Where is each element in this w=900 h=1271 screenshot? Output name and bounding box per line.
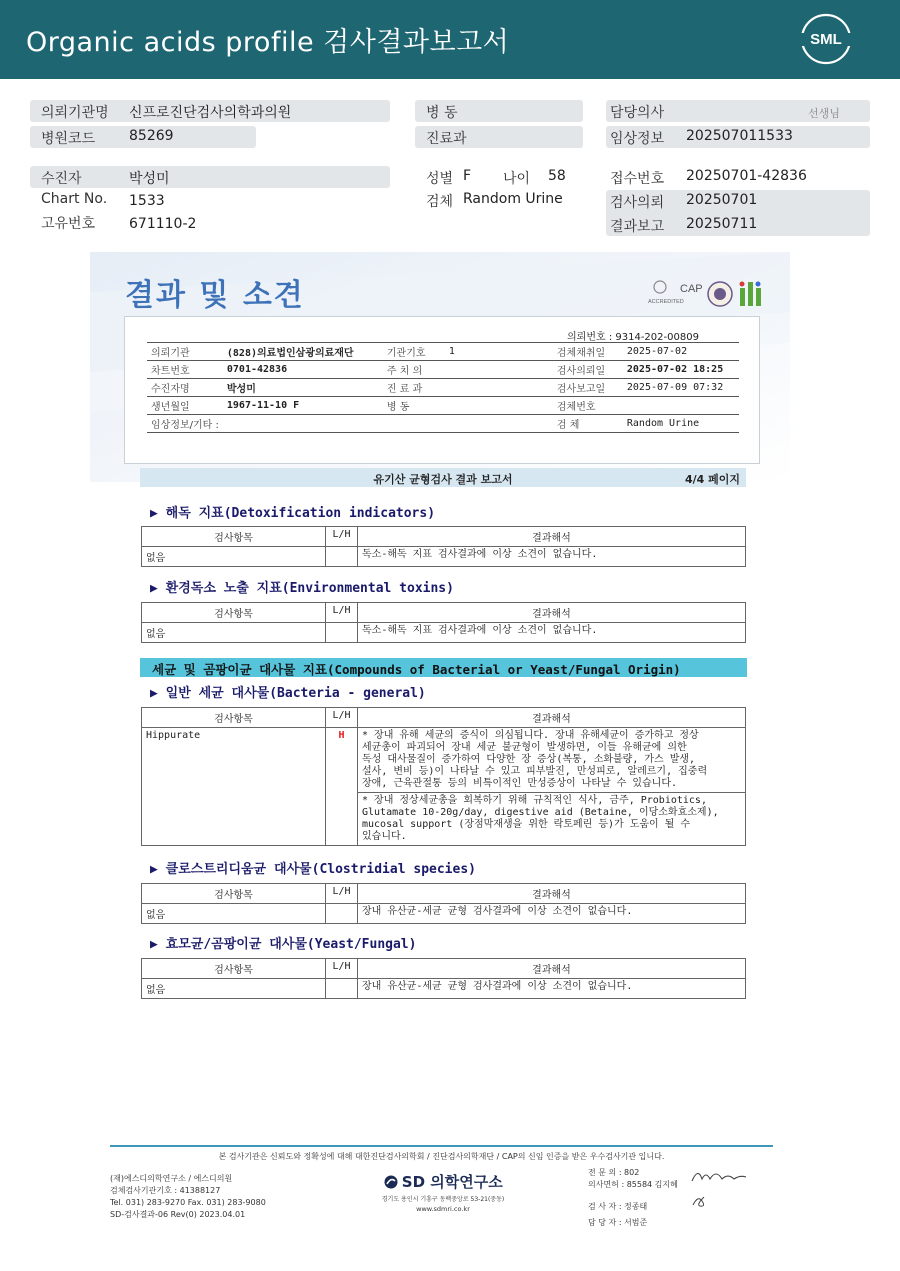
interpretation-line: 장내 유산균-세균 균형 검사결과에 이상 소견이 없습니다. [362,906,633,917]
id-value: 671110-2 [129,216,197,232]
doctor-suffix: 선생님 [808,107,840,120]
header-banner [0,0,900,79]
table-row [142,728,746,793]
patient-card [124,316,760,464]
interpretation-line: 독소-해독 지표 검사결과에 이상 소견이 없습니다. [362,625,598,636]
sd-url: www.sdmri.co.kr [416,1205,470,1213]
interpretation-cell [358,728,746,793]
lh-flag [326,904,358,924]
patient-table-row [147,343,739,361]
patient-field-value: 0701-42836 [223,361,383,379]
sd-address: 경기도 용인시 기흥구 동백중앙로 53-21(중동) [381,1196,505,1203]
column-header: 검사항목 [142,603,326,623]
interpretation-line: 있습니다. [362,831,407,842]
section-heading: ▶ 일반 세균 대사물(Bacteria - general) [150,686,426,701]
patient-field-value [445,379,553,397]
age-value: 58 [548,168,566,184]
interpretation-cell [358,793,746,846]
footer-notice: 본 검사기관은 신뢰도와 정확성에 대해 대한진단검사의학회 / 진단검사의학재단 / CAP의 신임 인증을 받은 우수검사기관 입니다. [218,1152,665,1161]
request-label: 검사의뢰 [610,195,665,211]
patient-field-label: 기관기호 [383,343,445,361]
patient-field-label: 수진자명 [147,379,223,397]
patient-field-label: 임상정보/기타 : [147,415,223,433]
interpretation-line: 독소-해독 지표 검사결과에 이상 소견이 없습니다. [362,549,598,560]
clinical-label: 임상정보 [610,131,665,147]
sex-value: F [463,168,472,184]
column-header: 결과해석 [358,959,746,979]
patient-field-value: 2025-07-02 18:25 [623,361,739,379]
interpretation-line: 세균총이 파괴되어 장내 세균 불균형이 발생하면, 이들 유해균에 의한 [362,742,687,753]
test-item: 없음 [142,623,326,643]
sd-name: SD 의학연구소 [401,1173,503,1191]
table-row [142,904,746,924]
patient-table-row [147,379,739,397]
patient-field-value [445,415,553,433]
interpretation-line: 장애, 근육관절통 등의 비특이적인 만성증상이 나타날 수 있습니다. [362,778,678,789]
age-label: 나이 [503,171,531,187]
patient-field-label: 생년월일 [147,397,223,415]
request-value: 20250701 [686,192,758,208]
patient-field-value [223,415,383,433]
sd-logo-icon [383,1175,399,1189]
interpretation-line: Glutamate 10-20g/day, digestive aid (Betaine, 이당소화효소제), [362,807,719,818]
result-label: 결과보고 [610,219,665,235]
section-heading: ▶ 클로스트리디움균 대사물(Clostridial species) [150,862,476,877]
result-table [141,883,746,924]
page-title: Organic acids profile 검사결과보고서 [26,27,510,58]
footer-right-line: 담 당 자 : 서범준 [588,1218,648,1227]
column-header: L/H [326,603,358,623]
column-header: 결과해석 [358,884,746,904]
requesting-org-value: 신프로진단검사의학과의원 [129,105,292,121]
section-heading: ▶ 환경독소 노출 지표(Environmental toxins) [150,581,454,596]
svg-text:SML: SML [810,31,842,48]
interpretation-cell [358,904,746,924]
dept-label: 진료과 [426,131,467,147]
patient-table [147,342,739,433]
footer-right-line: 전 문 의 : 802 [588,1168,640,1177]
chart-no-value: 1533 [129,193,165,209]
signature-icon [690,1193,710,1209]
patient-field-label: 검 체 [553,415,623,433]
receipt-value: 20250701-42836 [686,168,807,184]
patient-table-row [147,397,739,415]
svg-text:ACCREDITED: ACCREDITED [648,299,684,305]
patient-field-value [445,397,553,415]
interpretation-line: * 장내 유해 세균의 증식이 의심됩니다. 장내 유해세균이 증가하고 정상 [362,730,699,741]
patient-field-label: 차트번호 [147,361,223,379]
patient-field-value: 1 [445,343,553,361]
result-table [141,526,746,567]
interpretation-line: 독성 대사물질이 증가하여 다양한 장 증상(복통, 소화불량, 가스 발생, [362,754,696,765]
lh-flag: H [326,728,358,846]
footer-rule [110,1145,773,1147]
request-number: 의뢰번호 : 9314-202-00809 [567,332,699,343]
footer-left-line: 검체검사기관기호 : 41388127 [110,1186,221,1195]
column-header: L/H [326,527,358,547]
clinical-value: 202507011533 [686,128,793,144]
patient-field-label: 진 료 과 [383,379,445,397]
lh-flag [326,623,358,643]
patient-field-value [445,361,553,379]
patient-field-label: 검사의뢰일 [553,361,623,379]
result-value: 20250711 [686,216,758,232]
result-table-header [142,527,746,547]
column-header: 검사항목 [142,959,326,979]
id-label: 고유번호 [41,216,96,232]
interpretation-cell [358,979,746,999]
test-item: Hippurate [142,728,326,846]
column-header: 결과해석 [358,708,746,728]
patient-field-label: 주 치 의 [383,361,445,379]
report-title-bar [140,468,746,487]
patient-label: 수진자 [41,171,82,187]
patient-table-row [147,361,739,379]
column-header: L/H [326,884,358,904]
group-title-bar: 세균 및 곰팡이균 대사물 지표(Compounds of Bacterial or Yeast/Fungal Origin) [140,658,747,677]
patient-field-label: 검사보고일 [553,379,623,397]
requesting-org-label: 의뢰기관명 [41,105,109,121]
specimen-value: Random Urine [463,191,563,207]
patient-field-value [623,397,739,415]
section-heading: ▶ 효모균/곰팡이균 대사물(Yeast/Fungal) [150,937,417,952]
svg-text:CAP: CAP [680,283,703,295]
column-header: 검사항목 [142,708,326,728]
report-scan [90,252,790,1022]
specimen-label: 검체 [426,194,454,210]
receipt-label: 접수번호 [610,171,665,187]
report-title: 유기산 균형검사 결과 보고서 [373,473,513,486]
result-table [141,602,746,643]
footer-left-line: Tel. 031) 283-9270 Fax. 031) 283-9080 [110,1198,266,1207]
footer-lab-info [110,1173,266,1221]
section-heading: ▶ 해독 지표(Detoxification indicators) [150,506,436,521]
patient-table-row [147,415,739,433]
result-table-header [142,959,746,979]
chart-no-label: Chart No. [41,191,108,207]
result-table [141,958,746,999]
report-heading: 결과 및 소견 [125,278,305,313]
hospital-code-label: 병원코드 [41,131,96,147]
ward-label: 병 동 [426,105,458,121]
test-item: 없음 [142,904,326,924]
patient-field-label [383,415,445,433]
footer-left-line: SD-검사결과-06 Rev(0) 2023.04.01 [110,1210,246,1219]
patient-field-label: 병 동 [383,397,445,415]
footer-right-line: 의사면허 : 85584 김지혜 [588,1180,678,1189]
column-header: L/H [326,959,358,979]
table-row [142,547,746,567]
lh-flag [326,547,358,567]
interpretation-line: 설사, 변비 등)이 나타날 수 있고 피부발진, 만성피로, 알레르기, 집중력 [362,766,708,777]
patient-field-label: 검체채취일 [553,343,623,361]
interpretation-line: 장내 유산균-세균 균형 검사결과에 이상 소견이 없습니다. [362,981,633,992]
result-table-header [142,708,746,728]
hospital-code-value: 85269 [129,128,174,144]
lh-flag [326,979,358,999]
result-table-header [142,603,746,623]
interpretation-line: * 장내 정상세균총을 회복하기 위해 규칙적인 식사, 금주, Probiotics, [362,795,707,806]
patient-field-value: 2025-07-09 07:32 [623,379,739,397]
column-header: 결과해석 [358,603,746,623]
table-row [142,979,746,999]
patient-field-value: 1967-11-10 F [223,397,383,415]
column-header: 검사항목 [142,527,326,547]
column-header: L/H [326,708,358,728]
patient-field-label: 의뢰기관 [147,343,223,361]
sex-label: 성별 [426,171,454,187]
patient-field-label: 검체번호 [553,397,623,415]
sml-logo-icon [800,13,852,65]
footer-signatures [588,1167,678,1229]
footer-sd-logo [378,1171,508,1213]
doctor-label: 담당의사 [610,105,665,121]
column-header: 검사항목 [142,884,326,904]
patient-field-value: 박성미 [223,379,383,397]
interpretation-cell [358,547,746,567]
footer-right-line [588,1191,678,1201]
patient-field-value: 2025-07-02 [623,343,739,361]
signature-icon [688,1165,748,1187]
column-header: 결과해석 [358,527,746,547]
interpretation-cell [358,623,746,643]
page-info: 4/4 페이지 [684,473,740,486]
patient-field-value: Random Urine [623,415,739,433]
result-table [141,707,746,846]
test-item: 없음 [142,979,326,999]
interpretation-line: mucosal support (장점막재생을 위한 락토페린 등)가 도움이 될 수 [362,819,691,830]
footer-left-line: (재)에스디의학연구소 / 에스디의원 [110,1174,233,1183]
table-row [142,623,746,643]
certification-logos-icon [646,278,766,310]
test-item: 없음 [142,547,326,567]
info-pill [30,166,390,188]
patient-field-value: (828)의료법인삼광의료재단 [223,343,383,361]
patient-value: 박성미 [129,171,170,187]
result-table-header [142,884,746,904]
footer-right-line: 검 사 자 : 정종태 [588,1202,648,1211]
footer [110,1145,773,1225]
